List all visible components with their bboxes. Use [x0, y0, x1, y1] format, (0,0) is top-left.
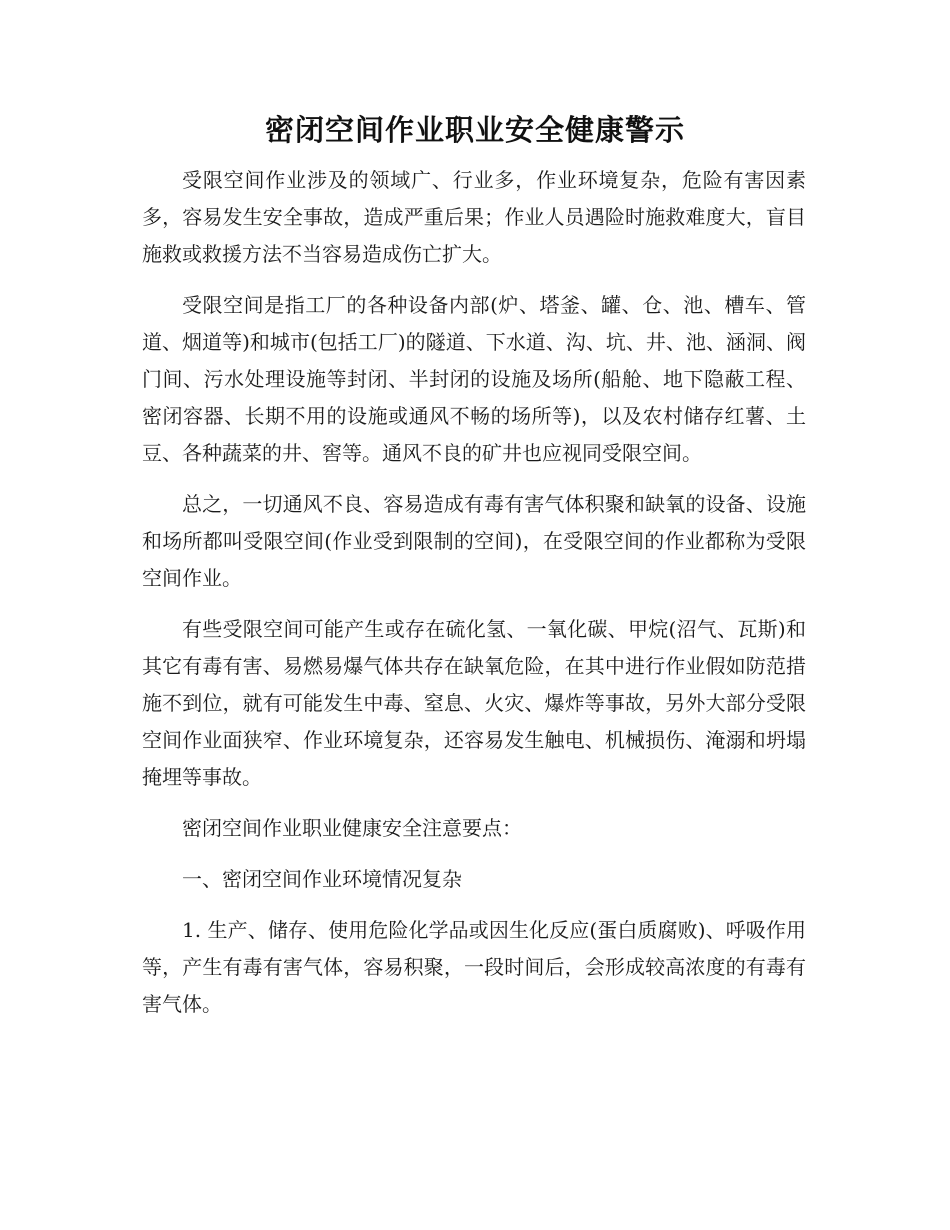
section-heading-1: 一、密闭空间作业环境情况复杂	[182, 867, 462, 891]
document-title: 密闭空间作业职业安全健康警示	[264, 113, 685, 147]
paragraph-key-points-heading: 密闭空间作业职业健康安全注意要点：	[182, 816, 522, 840]
list-item-1: 1. 生产、储存、使用危险化学品或因生化反应(蛋白质腐败)、呼吸作用等，产生有毒有害气体，容易积聚，一段时间后，会形成较高浓度的有毒有害气体。	[142, 918, 806, 1016]
document-body	[142, 162, 806, 1037]
paragraph-summary: 总之，一切通风不良、容易造成有毒有害气体积聚和缺氧的设备、设施和场所都叫受限空间(作业受到限制的空间)，在受限空间的作业都称为受限空间作业。	[142, 492, 806, 590]
paragraph-definition: 受限空间是指工厂的各种设备内部(炉、塔釜、罐、仓、池、槽车、管道、烟道等)和城市(包括工厂)的隧道、下水道、沟、坑、井、池、涵洞、阀门间、污水处理设施等封闭、半封闭的设施及场所(船舱、地下隐蔽工程、密闭容器、长期不用的设施或通风不畅的场所等)，以及农村储存红薯、土豆、各种蔬菜的井、窖等。通风不良的矿井也应视同受限空间。	[142, 293, 806, 465]
paragraph-intro: 受限空间作业涉及的领域广、行业多，作业环境复杂，危险有害因素多，容易发生安全事故，造成严重后果；作业人员遇险时施救难度大，盲目施救或救援方法不当容易造成伤亡扩大。	[142, 168, 806, 266]
paragraph-hazards: 有些受限空间可能产生或存在硫化氢、一氧化碳、甲烷(沼气、瓦斯)和其它有毒有害、易燃易爆气体共存在缺氧危险，在其中进行作业假如防范措施不到位，就有可能发生中毒、窒息、火灾、爆炸等事故，另外大部分受限空间作业面狭窄、作业环境复杂，还容易发生触电、机械损伤、淹溺和坍塌掩埋等事故。	[142, 617, 806, 789]
